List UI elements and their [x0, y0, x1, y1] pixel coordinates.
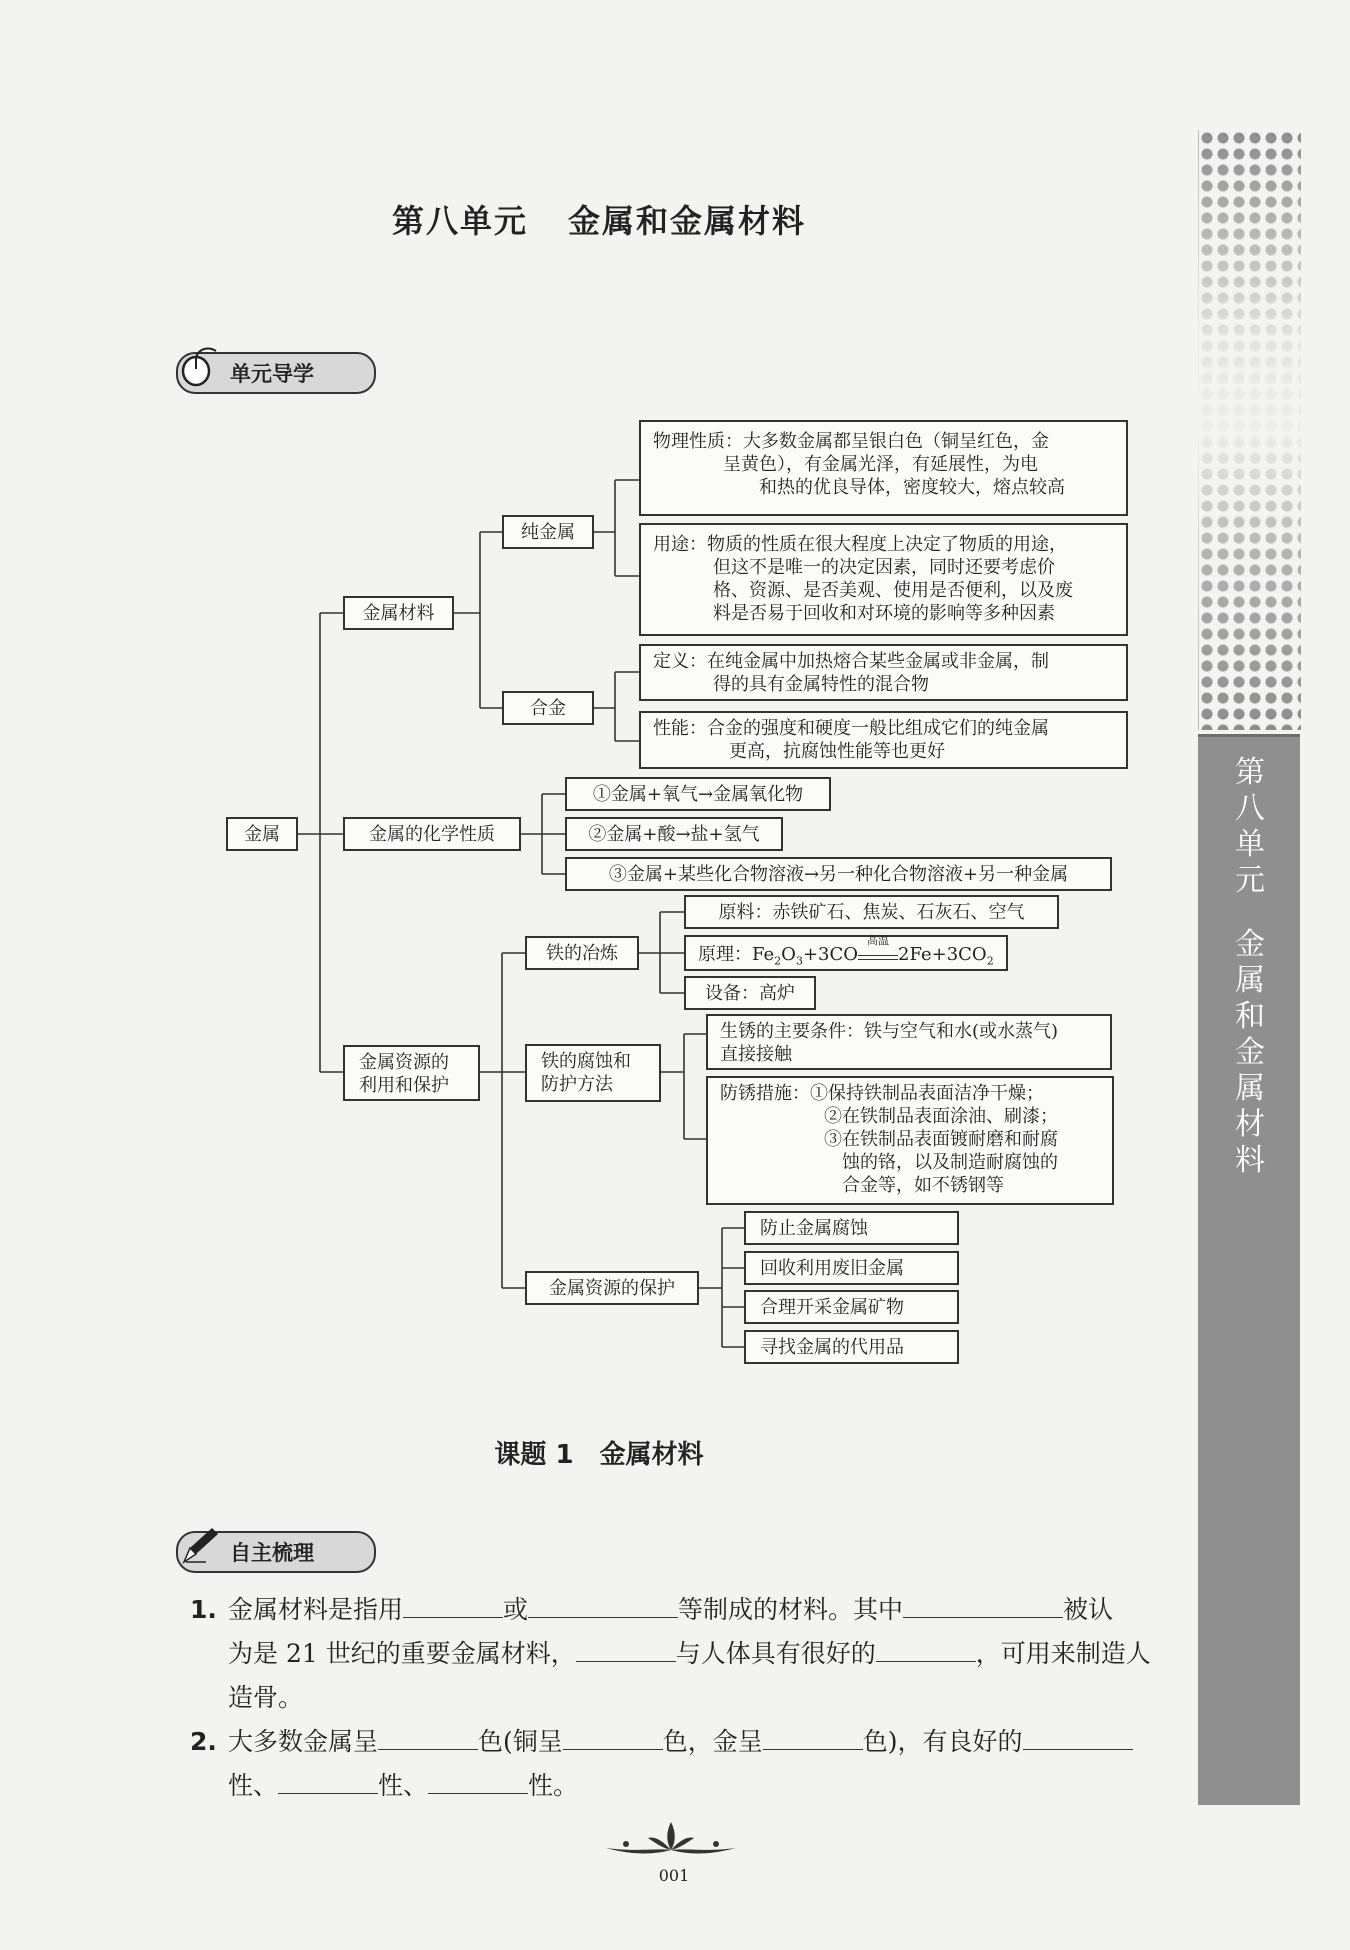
smelting-equipment: 设备：高炉 — [684, 976, 816, 1010]
chem-item-oxygen: ①金属+氧气→金属氧化物 — [565, 777, 831, 811]
blank-1-3[interactable] — [903, 1591, 1063, 1618]
blank-1-4[interactable] — [576, 1635, 676, 1662]
node-metal-materials: 金属材料 — [343, 596, 454, 630]
blank-2-2[interactable] — [563, 1723, 663, 1750]
protection-prevent-corrosion: 防止金属腐蚀 — [744, 1211, 959, 1245]
blank-1-5[interactable] — [876, 1635, 976, 1662]
blank-1-1[interactable] — [403, 1591, 503, 1618]
node-uses: 用途：物质的性质在很大程度上决定了物质的用途， 但这不是唯一的决定因素，同时还要考虑价 格、资源、是否美观、使用是否便利，以及废 料是否易于回收和对环境的影响等多种因素 — [639, 523, 1128, 636]
pen-icon — [176, 1522, 222, 1568]
unit-title: 第八单元 金属和金属材料 — [391, 202, 807, 240]
node-pure-metal: 纯金属 — [502, 515, 594, 549]
node-alloy-performance: 性能：合金的强度和硬度一般比组成它们的纯金属 更高，抗腐蚀性能等也更好 — [639, 711, 1128, 769]
exercise-1: 1. 金属材料是指用 或 等制成的材料。其中 被认 为是 21 世纪的重要金属材料， 与人体具有很好的 ，可用来制造人 造骨。 — [190, 1588, 1175, 1720]
node-resource-protection: 金属资源的保护 — [525, 1271, 699, 1305]
lesson-title: 课题 1 金属材料 — [494, 1440, 704, 1470]
blank-2-4[interactable] — [1023, 1723, 1133, 1750]
self-study-banner — [176, 1531, 376, 1573]
chem-item-compound: ③金属+某些化合物溶液→另一种化合物溶液+另一种金属 — [565, 857, 1112, 891]
protection-substitutes: 寻找金属的代用品 — [744, 1330, 959, 1364]
self-study-label: 自主梳理 — [230, 1541, 314, 1565]
smelting-principle-equation: 原理：$Fe_2O_3+3CO$ 高温 $2Fe+3CO_2$ — [684, 935, 1008, 971]
exercise-2: 2. 大多数金属呈 色(铜呈 色，金呈 色)，有良好的 性、 性、 性。 — [190, 1720, 1175, 1808]
protection-recycle: 回收利用废旧金属 — [744, 1251, 959, 1285]
node-alloy-definition: 定义：在纯金属中加热熔合某些金属或非金属，制 得的具有金属特性的混合物 — [639, 644, 1128, 701]
smelting-raw-materials: 原料：赤铁矿石、焦炭、石灰石、空气 — [684, 895, 1059, 929]
node-chemical-properties: 金属的化学性质 — [343, 817, 521, 851]
floral-ornament-icon — [596, 1818, 746, 1858]
blank-1-2[interactable] — [528, 1591, 678, 1618]
protection-reasonable-mining: 合理开采金属矿物 — [744, 1290, 959, 1324]
equation-arrow: 高温 — [858, 945, 898, 960]
rust-conditions: 生锈的主要条件：铁与空气和水(或水蒸气) 直接接触 — [706, 1014, 1112, 1070]
chapter-side-tab-text: 第 八 单 元 金 属 和 金 属 材 料 — [1235, 755, 1265, 1178]
node-iron-corrosion: 铁的腐蚀和 防护方法 — [525, 1044, 661, 1102]
page-number: 001 — [658, 1866, 690, 1885]
blank-2-1[interactable] — [378, 1723, 478, 1750]
mindmap-root-metal: 金属 — [226, 817, 298, 851]
node-alloy: 合金 — [502, 691, 594, 725]
unit-guide-label: 单元导学 — [230, 362, 314, 386]
side-dot-pattern — [1198, 130, 1301, 730]
node-resources: 金属资源的 利用和保护 — [343, 1045, 480, 1101]
rust-prevention: 防锈措施：①保持铁制品表面洁净干燥； ②在铁制品表面涂油、刷漆； ③在铁制品表面镀耐磨和耐腐 蚀的铬，以及制造耐腐蚀的 合金等，如不锈钢等 — [706, 1076, 1114, 1205]
blank-2-5[interactable] — [278, 1767, 378, 1794]
chem-item-acid: ②金属+酸→盐+氢气 — [565, 817, 783, 851]
node-iron-smelting: 铁的冶炼 — [525, 936, 639, 970]
blank-2-3[interactable] — [763, 1723, 863, 1750]
node-physical-properties: 物理性质：大多数金属都呈银白色（铜呈红色，金 呈黄色），有金属光泽，有延展性，为电 和热的优良导体，密度较大，熔点较高 — [639, 420, 1128, 516]
blank-2-6[interactable] — [428, 1767, 528, 1794]
